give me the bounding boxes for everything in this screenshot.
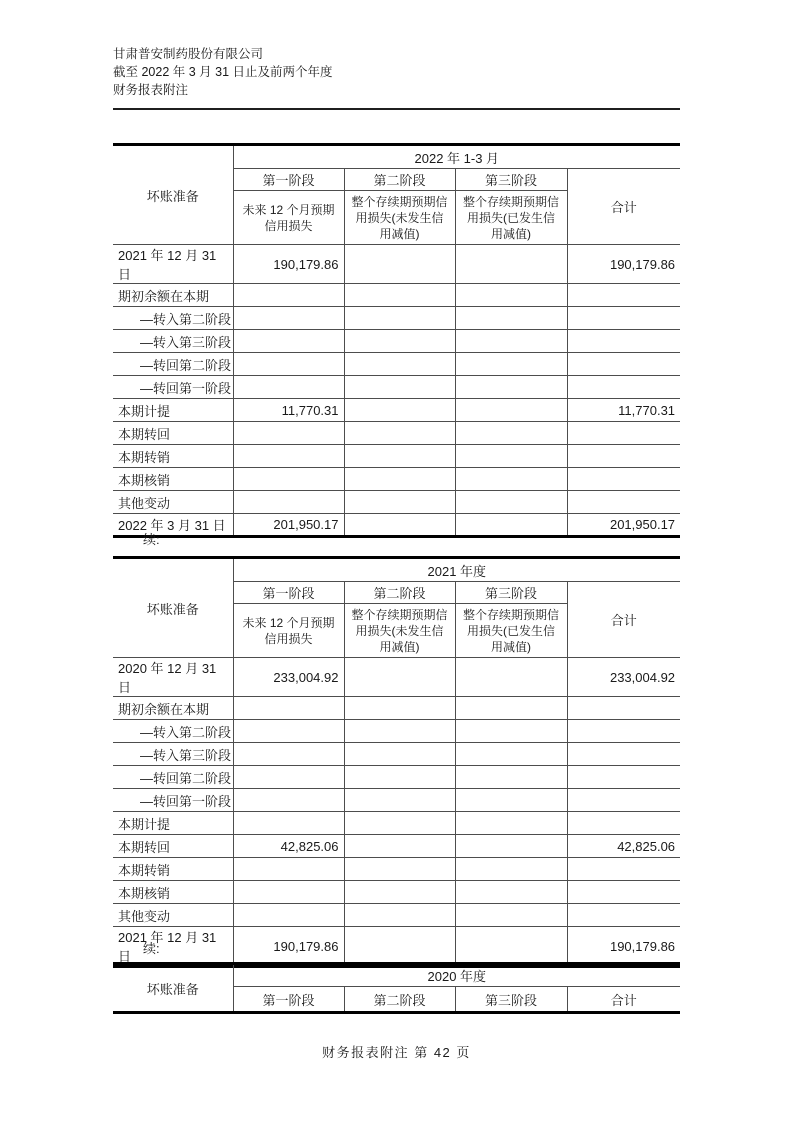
total-header: 合计: [567, 169, 680, 245]
table-row: [113, 835, 680, 858]
value-cell: [344, 468, 455, 491]
value-cell: [344, 422, 455, 445]
row-label: —转回第一阶段: [113, 789, 233, 812]
value-cell: [233, 491, 344, 514]
value-cell: [455, 445, 567, 468]
value-cell: [455, 330, 567, 353]
value-cell: [233, 353, 344, 376]
value-cell: [344, 697, 455, 720]
table-header-row: [113, 964, 680, 987]
value-cell: [233, 766, 344, 789]
table-row: [113, 658, 680, 697]
value-cell: 190,179.86: [233, 245, 344, 284]
value-cell: [567, 284, 680, 307]
table-row: [113, 353, 680, 376]
value-cell: [233, 376, 344, 399]
row-label: —转回第一阶段: [113, 376, 233, 399]
value-cell: [455, 245, 567, 284]
value-cell: [233, 697, 344, 720]
row-label: 本期核销: [113, 468, 233, 491]
value-cell: [567, 720, 680, 743]
value-cell: [567, 881, 680, 904]
value-cell: [344, 245, 455, 284]
table-row: [113, 284, 680, 307]
value-cell: [344, 445, 455, 468]
table-row: [113, 720, 680, 743]
value-cell: [455, 927, 567, 967]
value-cell: [567, 697, 680, 720]
row-label: 本期转销: [113, 858, 233, 881]
value-cell: 201,950.17: [233, 514, 344, 537]
value-cell: [344, 399, 455, 422]
value-cell: [567, 858, 680, 881]
table-row: [113, 858, 680, 881]
row-label: 2022 年 3 月 31 日: [113, 514, 233, 537]
value-cell: [455, 422, 567, 445]
value-cell: [455, 284, 567, 307]
value-cell: [344, 514, 455, 537]
total-header: 合计: [567, 987, 680, 1013]
row-label: 2021 年 12 月 31 日: [113, 245, 233, 284]
table-row: [113, 491, 680, 514]
value-cell: [344, 658, 455, 697]
document-header: [113, 45, 680, 99]
row-label: 本期计提: [113, 399, 233, 422]
value-cell: [455, 766, 567, 789]
value-cell: [233, 720, 344, 743]
stage-header: 第二阶段: [344, 987, 455, 1013]
header-divider: [113, 108, 680, 110]
value-cell: [233, 445, 344, 468]
value-cell: 190,179.86: [233, 927, 344, 967]
value-cell: [567, 766, 680, 789]
value-cell: [455, 835, 567, 858]
bad-debt-provision-table: [113, 556, 680, 968]
stage-header: 第一阶段: [233, 987, 344, 1013]
row-label: —转入第三阶段: [113, 330, 233, 353]
table-row: [113, 927, 680, 967]
row-label: —转回第二阶段: [113, 766, 233, 789]
total-header: 合计: [567, 582, 680, 658]
value-cell: 11,770.31: [567, 399, 680, 422]
value-cell: [567, 353, 680, 376]
row-label: 期初余额在本期: [113, 697, 233, 720]
value-cell: [344, 835, 455, 858]
value-cell: [455, 307, 567, 330]
table-row: [113, 697, 680, 720]
value-cell: [344, 812, 455, 835]
value-cell: 201,950.17: [567, 514, 680, 537]
document-title: 财务报表附注: [113, 83, 189, 97]
value-cell: [233, 881, 344, 904]
table-row: [113, 399, 680, 422]
value-cell: [567, 904, 680, 927]
continued-label: 续:: [143, 941, 160, 956]
stage-description: 整个存续期预期信用损失(已发生信用减值): [455, 604, 567, 658]
value-cell: [567, 445, 680, 468]
bad-debt-provision-table: [113, 143, 680, 538]
value-cell: [344, 766, 455, 789]
value-cell: [233, 330, 344, 353]
row-label: —转入第二阶段: [113, 307, 233, 330]
row-label: 本期转回: [113, 422, 233, 445]
value-cell: [455, 353, 567, 376]
period-header: 2022 年 1-3 月: [233, 145, 680, 169]
table-row: [113, 789, 680, 812]
value-cell: [455, 697, 567, 720]
row-group-label: 坏账准备: [113, 964, 233, 1013]
table-row: [113, 904, 680, 927]
value-cell: 190,179.86: [567, 245, 680, 284]
table-row: [113, 376, 680, 399]
value-cell: [567, 307, 680, 330]
value-cell: [344, 284, 455, 307]
value-cell: [233, 284, 344, 307]
value-cell: [344, 307, 455, 330]
value-cell: [455, 881, 567, 904]
bad-debt-provision-table: [113, 962, 680, 1014]
table-row: [113, 766, 680, 789]
company-name: 甘肃普安制药股份有限公司: [113, 47, 264, 61]
value-cell: [344, 858, 455, 881]
table-row: [113, 307, 680, 330]
value-cell: [344, 927, 455, 967]
value-cell: [455, 904, 567, 927]
table-row: [113, 743, 680, 766]
period-header: 2021 年度: [233, 558, 680, 582]
value-cell: [455, 514, 567, 537]
table-row: [113, 514, 680, 537]
value-cell: [455, 399, 567, 422]
value-cell: [567, 330, 680, 353]
stage-header: 第三阶段: [455, 987, 567, 1013]
value-cell: [455, 720, 567, 743]
value-cell: [233, 743, 344, 766]
stage-header: 第二阶段: [344, 169, 455, 191]
value-cell: [233, 468, 344, 491]
stage-header: 第一阶段: [233, 582, 344, 604]
value-cell: [455, 376, 567, 399]
stage-description: 未来 12 个月预期信用损失: [233, 191, 344, 245]
value-cell: [344, 353, 455, 376]
value-cell: [567, 789, 680, 812]
row-label: —转回第二阶段: [113, 353, 233, 376]
table-row: [113, 468, 680, 491]
page-footer: 财务报表附注 第 42 页: [322, 1045, 471, 1060]
row-label: 其他变动: [113, 904, 233, 927]
stage-description: 整个存续期预期信用损失(未发生信用减值): [344, 604, 455, 658]
value-cell: [233, 904, 344, 927]
value-cell: [344, 881, 455, 904]
value-cell: [344, 720, 455, 743]
value-cell: [233, 858, 344, 881]
stage-header: 第二阶段: [344, 582, 455, 604]
value-cell: [455, 468, 567, 491]
stage-header: 第三阶段: [455, 169, 567, 191]
reporting-period: 截至 2022 年 3 月 31 日止及前两个年度: [113, 65, 333, 79]
value-cell: [344, 330, 455, 353]
table-row: [113, 245, 680, 284]
row-label: 2020 年 12 月 31 日: [113, 658, 233, 697]
row-group-label: 坏账准备: [113, 145, 233, 245]
period-header: 2020 年度: [233, 964, 680, 987]
table-header-row: [113, 145, 680, 169]
row-label: 本期转回: [113, 835, 233, 858]
value-cell: [567, 743, 680, 766]
value-cell: 11,770.31: [233, 399, 344, 422]
value-cell: [233, 789, 344, 812]
value-cell: [455, 658, 567, 697]
value-cell: 233,004.92: [233, 658, 344, 697]
table-row: [113, 422, 680, 445]
row-group-label: 坏账准备: [113, 558, 233, 658]
stage-header: 第一阶段: [233, 169, 344, 191]
stage-description: 整个存续期预期信用损失(未发生信用减值): [344, 191, 455, 245]
value-cell: [233, 812, 344, 835]
table-header-row: [113, 558, 680, 582]
row-label: 期初余额在本期: [113, 284, 233, 307]
value-cell: [455, 491, 567, 514]
value-cell: [344, 491, 455, 514]
row-label: 本期转销: [113, 445, 233, 468]
value-cell: [567, 812, 680, 835]
value-cell: [567, 491, 680, 514]
value-cell: [455, 789, 567, 812]
row-label: —转入第二阶段: [113, 720, 233, 743]
table-row: [113, 812, 680, 835]
value-cell: [344, 743, 455, 766]
value-cell: 42,825.06: [567, 835, 680, 858]
stage-description: 未来 12 个月预期信用损失: [233, 604, 344, 658]
table-row: [113, 881, 680, 904]
value-cell: [344, 789, 455, 812]
value-cell: [233, 422, 344, 445]
row-label: 2021 年 12 月 31 日: [113, 927, 233, 967]
table-row: [113, 330, 680, 353]
value-cell: [344, 904, 455, 927]
row-label: 其他变动: [113, 491, 233, 514]
value-cell: 190,179.86: [567, 927, 680, 967]
row-label: —转入第三阶段: [113, 743, 233, 766]
value-cell: [567, 468, 680, 491]
value-cell: [567, 376, 680, 399]
value-cell: [233, 307, 344, 330]
continued-label: 续:: [143, 532, 160, 547]
row-label: 本期计提: [113, 812, 233, 835]
row-label: 本期核销: [113, 881, 233, 904]
value-cell: [344, 376, 455, 399]
table-row: [113, 445, 680, 468]
value-cell: [567, 422, 680, 445]
value-cell: [455, 743, 567, 766]
value-cell: [455, 858, 567, 881]
value-cell: [455, 812, 567, 835]
stage-header: 第三阶段: [455, 582, 567, 604]
stage-description: 整个存续期预期信用损失(已发生信用减值): [455, 191, 567, 245]
value-cell: 42,825.06: [233, 835, 344, 858]
value-cell: 233,004.92: [567, 658, 680, 697]
